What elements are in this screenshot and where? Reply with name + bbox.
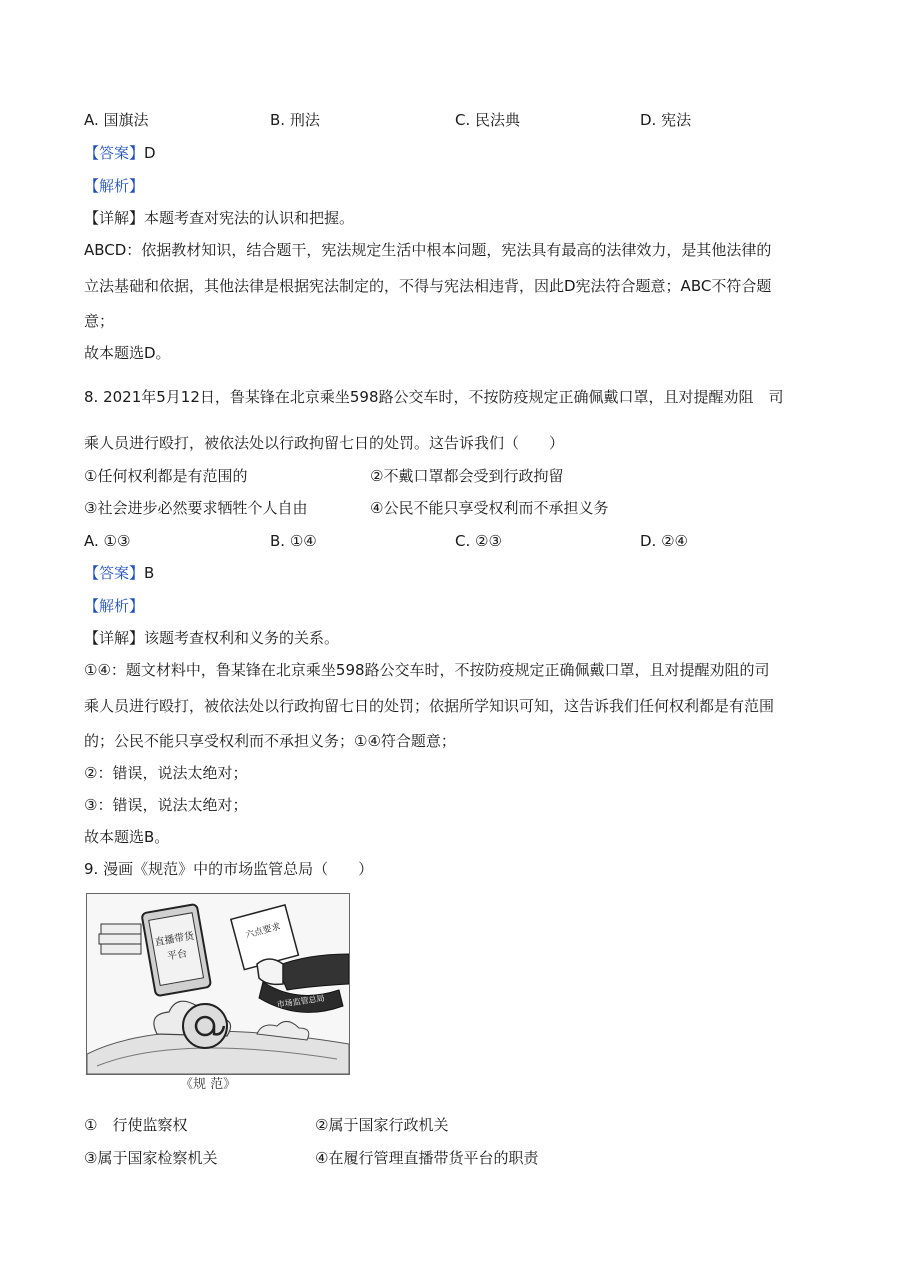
q8-conclusion: 故本题选B。	[84, 828, 170, 846]
q7-option-c: C. 民法典	[455, 111, 521, 129]
q8-explanation-line: ②：错误，说法太绝对；	[84, 764, 248, 782]
q8-option-b: B. ①④	[270, 532, 317, 550]
comic-image	[86, 893, 350, 1075]
q8-analysis-tag: 【解析】	[84, 597, 145, 615]
q8-stem-line: 乘人员进行殴打，被依法处以行政拘留七日的处罚。这告诉我们（ ）	[84, 434, 565, 452]
q8-item-2: ②不戴口罩都会受到行政拘留	[370, 467, 564, 485]
q8-explanation-line: 的；公民不能只享受权利而不承担义务；①④符合题意；	[84, 732, 456, 750]
answer-value: B	[144, 564, 155, 582]
q8-option-c: C. ②③	[455, 532, 502, 550]
comic-drawing	[87, 894, 349, 1074]
q7-detail: 【详解】本题考查对宪法的认识和把握。	[84, 209, 355, 227]
answer-tag: 【答案】	[84, 564, 145, 582]
q8-item-1: ①任何权利都是有范围的	[84, 467, 248, 485]
q7-explanation-line: ABCD：依据教材知识，结合题干，宪法规定生活中根本问题，宪法具有最高的法律效力，是其他法律的	[84, 241, 772, 259]
q8-explanation-line: ③：错误，说法太绝对；	[84, 796, 248, 814]
q8-option-d: D. ②④	[640, 532, 688, 550]
comic-caption: 《规 范》	[180, 1077, 237, 1092]
q7-answer	[84, 143, 156, 163]
q7-explanation-line: 立法基础和依据，其他法律是根据宪法制定的，不得与宪法相违背，因此D宪法符合题意；ABC不符合题	[84, 277, 772, 295]
answer-tag: 【答案】	[84, 144, 145, 162]
answer-value: D	[144, 144, 156, 162]
q9-item-3: ③属于国家检察机关	[84, 1149, 218, 1167]
q8-item-4: ④公民不能只享受权利而不承担义务	[370, 499, 609, 517]
q9-item-1: ① 行使监察权	[84, 1116, 188, 1134]
q8-item-3: ③社会进步必然要求牺牲个人自由	[84, 499, 308, 517]
q8-option-a: A. ①③	[84, 532, 131, 550]
q9-stem: 9. 漫画《规范》中的市场监管总局（ ）	[84, 860, 374, 878]
q7-option-d: D. 宪法	[640, 111, 692, 129]
q8-detail: 【详解】该题考查权利和义务的关系。	[84, 629, 340, 647]
comic-text-market-regulator: 市场监管总局	[276, 993, 326, 1010]
comic-text-livestream: 直播带货	[153, 930, 196, 949]
comic-text-platform: 平台	[166, 948, 189, 963]
q7-option-b: B. 刑法	[270, 111, 320, 129]
q9-item-2: ②属于国家行政机关	[315, 1116, 449, 1134]
q7-analysis-tag: 【解析】	[84, 177, 145, 195]
q7-conclusion: 故本题选D。	[84, 344, 171, 362]
q7-explanation-line: 意；	[84, 312, 115, 330]
q8-answer	[84, 563, 154, 583]
comic-text-requirements: 六点要求	[244, 921, 282, 941]
q9-item-4: ④在履行管理直播带货平台的职责	[315, 1149, 539, 1167]
q8-stem-line: 8. 2021年5月12日，鲁某锋在北京乘坐598路公交车时，不按防疫规定正确佩戴口罩，且对提醒劝阻 司	[84, 388, 784, 406]
q8-explanation-line: 乘人员进行殴打，被依法处以行政拘留七日的处罚；依据所学知识可知，这告诉我们任何权利都是有范围	[84, 697, 775, 715]
q8-explanation-line: ①④：题文材料中，鲁某锋在北京乘坐598路公交车时，不按防疫规定正确佩戴口罩，且对提醒劝阻的司	[84, 661, 770, 679]
q7-option-a: A. 国旗法	[84, 111, 149, 129]
